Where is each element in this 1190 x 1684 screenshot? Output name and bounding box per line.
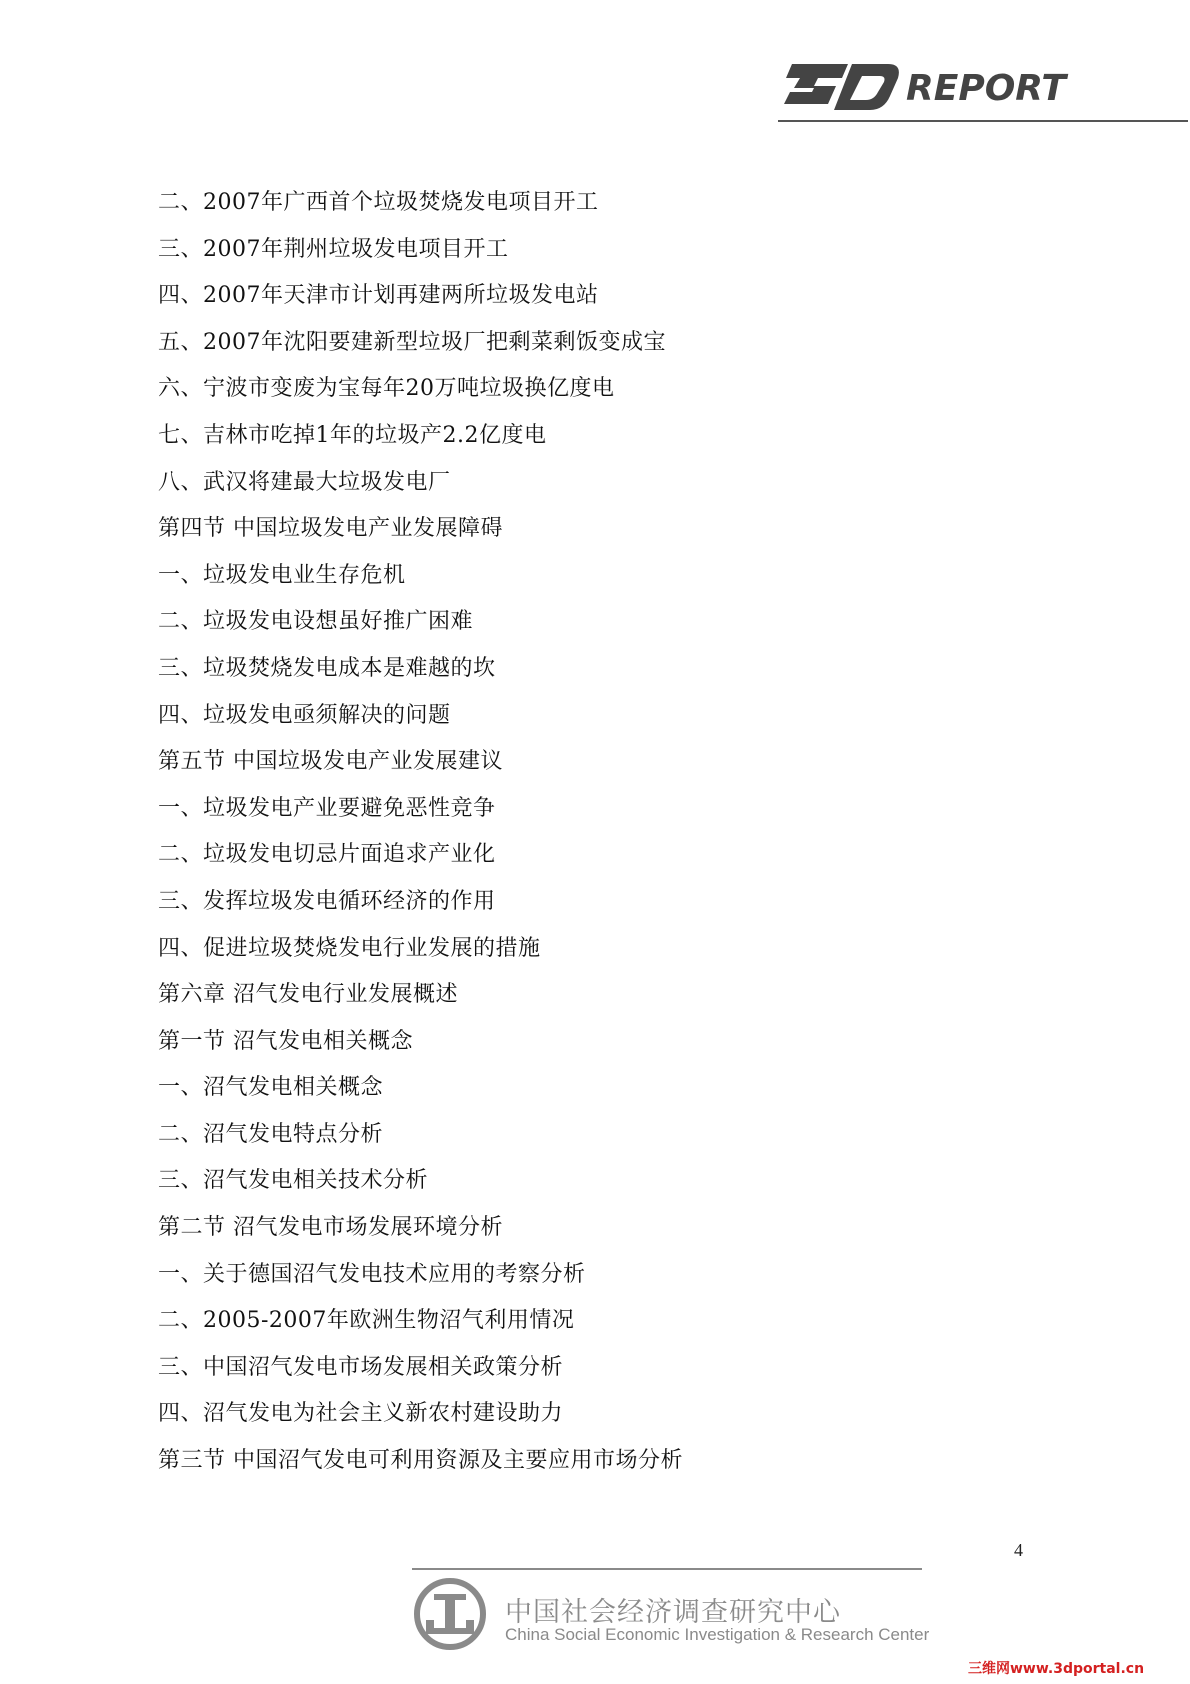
toc-entry: 二、沼气发电特点分析 [158, 1121, 384, 1147]
org-name-english: China Social Economic Investigation & Research Center [505, 1625, 930, 1644]
toc-entry: 四、2007年天津市计划再建两所垃圾发电站 [158, 283, 599, 309]
toc-entry: 第二节 沼气发电市场发展环境分析 [158, 1215, 503, 1241]
org-name-chinese: 中国社会经济调查研究中心 [505, 1597, 841, 1628]
toc-entry: 第五节 中国垃圾发电产业发展建议 [158, 749, 503, 775]
toc-entry: 四、促进垃圾焚烧发电行业发展的措施 [158, 935, 541, 961]
toc-entry: 三、中国沼气发电市场发展相关政策分析 [158, 1354, 564, 1380]
site-watermark: 三维网www.3dportal.cn [968, 1661, 1145, 1677]
toc-entry: 六、宁波市变废为宝每年20万吨垃圾换亿度电 [158, 376, 615, 402]
svg-text:REPORT: REPORT [906, 68, 1066, 109]
toc-entry: 第一节 沼气发电相关概念 [158, 1028, 413, 1054]
toc-entry: 二、垃圾发电切忌片面追求产业化 [158, 842, 496, 868]
toc-entry: 一、沼气发电相关概念 [158, 1075, 384, 1101]
footer-divider [412, 1568, 922, 1570]
header-divider [778, 120, 1188, 122]
toc-entry: 第三节 中国沼气发电可利用资源及主要应用市场分析 [158, 1448, 683, 1474]
toc-entry: 五、2007年沈阳要建新型垃圾厂把剩菜剩饭变成宝 [158, 329, 666, 355]
toc-entry: 一、垃圾发电业生存危机 [158, 562, 406, 588]
toc-entry: 二、2005-2007年欧洲生物沼气利用情况 [158, 1308, 575, 1334]
toc-entry: 八、武汉将建最大垃圾发电厂 [158, 469, 451, 495]
org-emblem-icon [412, 1576, 488, 1652]
table-of-contents [158, 180, 1058, 1485]
toc-entry: 三、垃圾焚烧发电成本是难越的坎 [158, 655, 496, 681]
report-logo [778, 58, 1066, 118]
toc-entry: 第六章 沼气发电行业发展概述 [158, 982, 458, 1008]
toc-entry: 四、垃圾发电亟须解决的问题 [158, 702, 451, 728]
page-number: 4 [1014, 1540, 1023, 1560]
toc-entry: 七、吉林市吃掉1年的垃圾产2.2亿度电 [158, 422, 547, 448]
toc-entry: 三、发挥垃圾发电循环经济的作用 [158, 888, 496, 914]
toc-entry: 第四节 中国垃圾发电产业发展障碍 [158, 516, 503, 542]
toc-entry: 二、2007年广西首个垃圾焚烧发电项目开工 [158, 190, 599, 215]
toc-entry: 三、沼气发电相关技术分析 [158, 1168, 429, 1194]
toc-entry: 三、2007年荆州垃圾发电项目开工 [158, 236, 509, 262]
toc-entry: 一、关于德国沼气发电技术应用的考察分析 [158, 1261, 586, 1287]
toc-entry: 二、垃圾发电设想虽好推广困难 [158, 609, 474, 635]
toc-entry: 一、垃圾发电产业要避免恶性竞争 [158, 795, 496, 821]
toc-entry: 四、沼气发电为社会主义新农村建设助力 [158, 1401, 564, 1427]
